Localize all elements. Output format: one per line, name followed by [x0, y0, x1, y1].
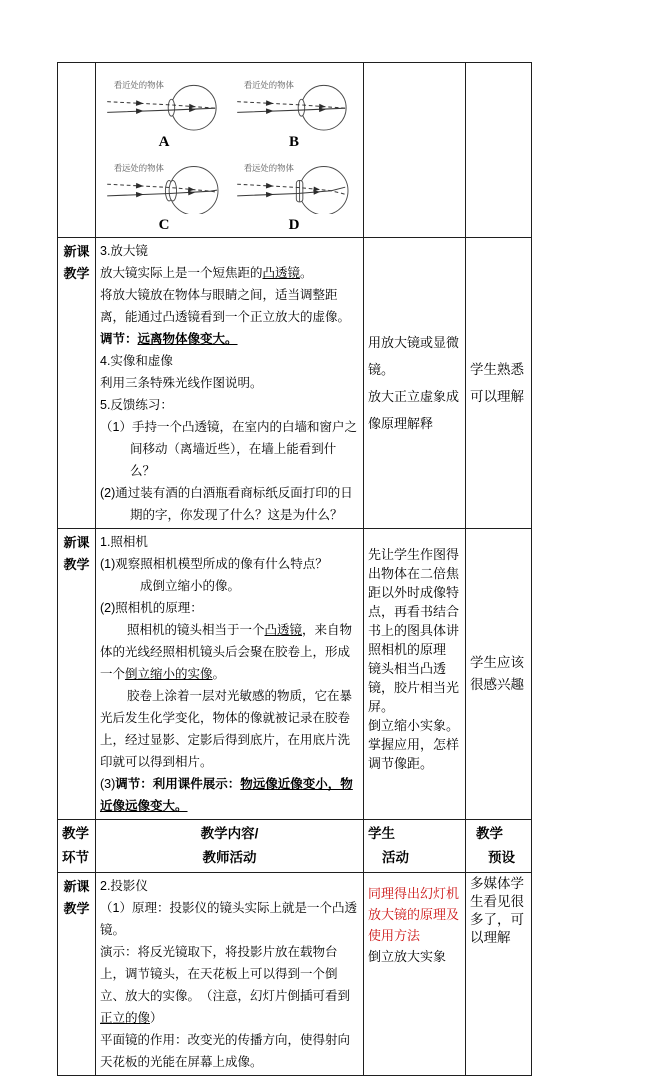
teaching-preset-text: 学生熟悉可以理解: [470, 362, 524, 404]
text-run: 照相机的镜头相当于一个: [127, 623, 265, 637]
arrowhead: [189, 107, 196, 112]
dashed-ray: [237, 102, 345, 109]
dashed-ray: [237, 184, 345, 194]
text-run: (2)照相机的原理：: [100, 601, 203, 615]
text-run: 放大镜实际上是一个短焦距的: [100, 266, 263, 280]
content-line: [100, 394, 359, 416]
text-run: 2.投影仪: [100, 879, 148, 893]
cell-diagrams: [96, 63, 364, 238]
header-preset: [466, 820, 532, 873]
student-activity-text: 镜头相当凸透镜，胶片相当光屏。: [368, 661, 460, 714]
eye-diagram-d: [234, 160, 354, 233]
content-line: [100, 773, 359, 817]
content-line: [100, 941, 359, 1029]
eyeball-circle: [171, 85, 216, 130]
text-run-bold: 调节：利用课件展示：: [115, 777, 241, 791]
row-magnifier: [58, 238, 532, 529]
arrowhead: [266, 100, 274, 106]
row-projector: [58, 873, 532, 1076]
diagram-object-label: 看近处的物体: [113, 80, 164, 91]
stage-label: 新课教学: [63, 879, 90, 916]
header-content-line1: 教学内容/: [200, 826, 259, 841]
lens-shape: [168, 99, 175, 116]
text-run: 胶卷上涂着一层对光敏感的物质，它在暴光后发生化学变化，物体的像就被记录在胶卷上，经过显影、定影后得到底片，在用底片洗印就可以得到相片。: [100, 689, 353, 769]
lens-shape: [298, 99, 305, 116]
header-content-line2: 教师活动: [202, 850, 257, 865]
lens-shape: [169, 180, 176, 200]
cell-stage-empty: [58, 63, 96, 238]
text-run: 4.实像和虚像: [100, 354, 173, 368]
cell-student-empty: [364, 63, 466, 238]
content-line: [100, 875, 359, 897]
header-preset-line2: 预设: [488, 850, 515, 865]
arrowhead: [319, 107, 326, 112]
diagram-letter-a: A: [158, 134, 170, 150]
cell-stage: [58, 529, 96, 820]
diagram-letter-b: B: [288, 134, 299, 150]
eye-diagram-c: [104, 160, 224, 233]
solid-ray: [107, 108, 215, 112]
stage-label: 新课教学: [63, 535, 90, 572]
header-stage: [58, 820, 96, 873]
eyeball-circle: [301, 85, 346, 130]
diagram-object-label: 看远处的物体: [243, 163, 294, 174]
text-run: 3.放大镜: [100, 244, 148, 258]
content-line: [100, 240, 359, 262]
content-line: [100, 685, 359, 773]
cell-stage: [58, 873, 96, 1076]
text-run: 利用三条特殊光线作图说明。: [100, 376, 263, 390]
dashed-ray: [107, 102, 215, 109]
cell-student-activity: [364, 238, 466, 529]
student-activity-text: 先让学生作图得出物体在二倍焦距以外时成像特点，再看书结合书上的图具体讲照相机的原理: [368, 547, 460, 657]
diagram-grid: [100, 65, 359, 233]
eye-diagram-a: [104, 77, 224, 150]
header-content: [96, 820, 364, 873]
lesson-plan-table: [57, 62, 532, 1076]
arrowhead: [266, 192, 274, 198]
text-run-bold: 调节：: [100, 332, 138, 346]
content-line: [100, 372, 359, 394]
dashed-ray: [107, 184, 217, 192]
row-camera: [58, 529, 532, 820]
text-run-underline: 凸透镜: [262, 266, 301, 280]
eye-ray-diagram-b: [234, 77, 354, 131]
text-run: (1)观察照相机模型所成的像有什么特点？: [100, 557, 328, 571]
header-preset-line1: 教学: [476, 826, 503, 841]
cell-stage: [58, 238, 96, 529]
content-line: [100, 597, 359, 619]
text-run-bold-underline: 远离物体像变大。: [137, 332, 238, 346]
header-student-line2: 活动: [382, 850, 409, 865]
arrowhead: [136, 183, 144, 189]
text-run: （1）原理：投影仪的镜头实际上就是一个凸透镜。: [100, 901, 357, 937]
content-line: [100, 1029, 359, 1073]
text-run: 平面镜的作用：改变光的传播方向，使得射向天花板的光能在屏幕上成像。: [100, 1033, 351, 1069]
eye-ray-diagram-a: [104, 77, 224, 131]
student-activity-text: 掌握应用，怎样调节像距。: [368, 737, 460, 771]
eye-ray-diagram-d: [234, 160, 354, 214]
cell-preset-empty: [466, 63, 532, 238]
text-run: (2)通过装有酒的白酒瓶看商标纸反面打印的日期的字，你发现了什么？这是为什么？: [100, 486, 353, 522]
content-line: [100, 328, 359, 350]
lesson-plan-sheet: [57, 62, 532, 1076]
content-line: [100, 531, 359, 553]
text-run: 成倒立缩小的像。: [140, 579, 241, 593]
cell-teacher-content: [96, 873, 364, 1076]
diagram-object-label: 看远处的物体: [113, 163, 164, 174]
cell-student-activity: [364, 873, 466, 1076]
content-line: [100, 897, 359, 941]
solid-ray: [107, 190, 217, 196]
content-line: [100, 575, 359, 597]
text-run-underline: 倒立缩小的实像: [125, 667, 213, 681]
content-line: [100, 416, 359, 482]
text-run: 1.照相机: [100, 535, 148, 549]
content-line: [100, 262, 359, 284]
student-activity-text-red: 同理得出幻灯机放大镜的原理及使用方法: [368, 886, 460, 943]
text-run: （1）手持一个凸透镜，在室内的白墙和窗户之间移动（离墙近些），在墙上能看到什么？: [100, 420, 357, 478]
teaching-preset-text: 学生应该很感兴趣: [470, 655, 524, 692]
content-line: [100, 553, 359, 575]
text-run: ）: [150, 1011, 163, 1025]
header-stage-label: 教学环节: [62, 826, 89, 865]
content-line: [100, 350, 359, 372]
solid-ray: [237, 187, 345, 196]
stage-label: 新课教学: [63, 244, 90, 281]
cell-student-activity: [364, 529, 466, 820]
text-run: 将放大镜放在物体与眼睛之间，适当调整距离，能通过凸透镜看到一个正立放大的虚像。: [100, 288, 351, 324]
diagram-letter-c: C: [158, 217, 170, 233]
arrowhead: [266, 108, 274, 114]
arrowhead: [136, 192, 144, 198]
content-line: [100, 482, 359, 526]
cell-teaching-preset: [466, 873, 532, 1076]
student-activity-text: 放大正立虚象成像原理解释: [368, 389, 460, 431]
text-run: 。: [212, 667, 226, 681]
cell-teaching-preset: [466, 529, 532, 820]
text-run-underline: 正立的像: [100, 1011, 151, 1025]
arrowhead: [266, 183, 274, 189]
header-student: [364, 820, 466, 873]
content-line: [100, 619, 359, 685]
diagram-object-label: 看近处的物体: [243, 80, 294, 91]
arrowhead: [136, 108, 144, 114]
arrowhead: [188, 190, 195, 195]
student-activity-text: 用放大镜或显微镜。: [368, 335, 460, 377]
eye-ray-diagram-c: [104, 160, 224, 214]
text-run-underline: 凸透镜: [264, 623, 303, 637]
text-run: ，来自物体的光线经照相机镜头后会聚在胶卷上，形成一个: [100, 623, 353, 681]
text-run: 演示：将反光镜取下，将投影片放在载物台上，调节镜头，在天花板上可以得到一个倒立、放大的实像。 （注意，幻灯片倒插可看到: [100, 945, 351, 1003]
cell-teacher-content: [96, 238, 364, 529]
teaching-preset-text: 多媒体学生看见很多了，可以理解: [470, 876, 524, 945]
solid-ray: [237, 108, 345, 112]
arrowhead: [136, 100, 144, 106]
row-eye-diagrams: [58, 63, 532, 238]
text-run: 。: [300, 266, 313, 280]
text-run-bold-underline: 物远像近像变小，物近像远像变大。: [100, 777, 353, 813]
eye-diagram-b: [234, 77, 354, 150]
content-line: [100, 284, 359, 328]
student-activity-text: 倒立缩小实象。: [368, 718, 460, 733]
cell-teaching-preset: [466, 238, 532, 529]
row-table-header: [58, 820, 532, 873]
student-activity-text: 倒立放大实象: [368, 949, 447, 964]
cell-teacher-content: [96, 529, 364, 820]
header-student-line1: 学生: [368, 826, 395, 841]
text-run: (3): [100, 777, 116, 791]
diagram-letter-d: D: [288, 217, 300, 233]
text-run: 5.反馈练习：: [100, 398, 173, 412]
